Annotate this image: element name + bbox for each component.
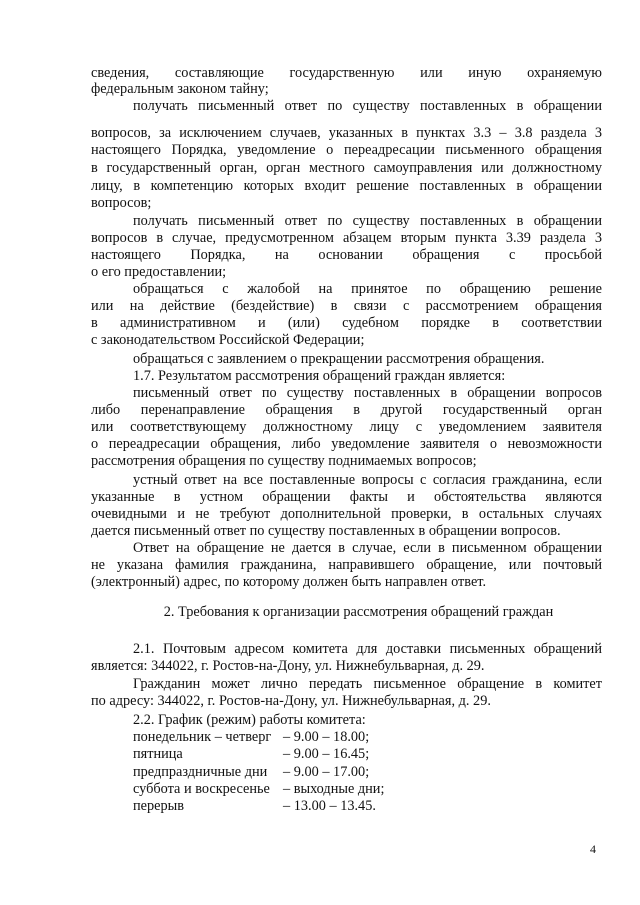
text-line: 1.7. Результатом рассмотрения обращений граждан является: <box>133 368 506 384</box>
text-line: вопросов в случае, предусмотренном абзацем вторым пункта 3.39 раздела 3 <box>91 230 602 246</box>
text-line: (электронный) адрес, по которому должен быть направлен ответ. <box>91 574 487 590</box>
schedule-day: суббота и воскресенье <box>133 781 270 797</box>
text-line: обращаться с заявлением о прекращении рассмотрения обращения. <box>133 351 545 367</box>
text-line: 2.2. График (режим) работы комитета: <box>133 712 366 728</box>
page-number: 4 <box>590 842 596 856</box>
text-line: получать письменный ответ по существу поставленных в обращении <box>133 213 602 229</box>
text-line: настоящего Порядка, на основании обращения с просьбой <box>91 247 602 263</box>
schedule-day: пятница <box>133 746 183 762</box>
text-line: обращаться с жалобой на принятое по обращению решение <box>133 281 602 297</box>
text-line: Гражданин может лично передать письменное обращение в комитет <box>133 676 602 692</box>
text-line: очевидными и не требуют дополнительной проверки, в остальных случаях <box>91 506 602 522</box>
text-line: получать письменный ответ по существу поставленных в обращении <box>133 98 602 114</box>
schedule-day: перерыв <box>133 798 184 814</box>
text-line: дается письменный ответ по существу поставленных в обращении вопросов. <box>91 523 561 539</box>
schedule-time: – 13.00 – 13.45. <box>283 798 376 814</box>
text-line: указанные в устном обращении факты и обстоятельства являются <box>91 489 602 505</box>
text-line: не указана фамилия гражданина, направившего обращение, или почтовый <box>91 557 602 573</box>
text-line: лицу, в компетенцию которых входит решение поставленных в обращении <box>91 178 602 194</box>
schedule-time: – 9.00 – 17.00; <box>283 764 370 780</box>
text-line: в административном и (или) судебном порядке в соответствии <box>91 315 602 331</box>
text-line: устный ответ на все поставленные вопросы с согласия гражданина, если <box>133 472 602 488</box>
schedule-day: предпраздничные дни <box>133 764 268 780</box>
text-line: с законодательством Российской Федерации; <box>91 332 365 348</box>
text-line: вопросов; <box>91 195 152 211</box>
text-line: вопросов, за исключением случаев, указанных в пунктах 3.3 – 3.8 раздела 3 <box>91 125 602 141</box>
schedule-time: – 9.00 – 16.45; <box>283 746 370 762</box>
schedule-time: – 9.00 – 18.00; <box>283 729 370 745</box>
text-line: рассмотрения обращения по существу поднимаемых вопросов; <box>91 453 477 469</box>
text-line: в государственный орган, орган местного самоуправления или должностному <box>91 160 602 176</box>
text-line: Ответ на обращение не дается в случае, если в письменном обращении <box>133 540 602 556</box>
text-line: является: 344022, г. Ростов-на-Дону, ул. Нижнебульварная, д. 29. <box>91 658 485 674</box>
schedule-time: – выходные дни; <box>283 781 385 797</box>
text-line: письменный ответ по существу поставленных в обращении вопросов <box>133 385 602 401</box>
text-line: сведения, составляющие государственную или иную охраняемую <box>91 65 602 81</box>
text-line: о переадресации обращения, либо уведомление заявителя о невозможности <box>91 436 602 452</box>
text-line: 2.1. Почтовым адресом комитета для доставки письменных обращений <box>133 641 602 657</box>
text-line: или на действие (бездействие) в связи с рассмотрением обращения <box>91 298 602 314</box>
section-heading: 2. Требования к организации рассмотрения обращений граждан <box>163 604 554 620</box>
text-line: или соответствующему должностному лицу с уведомлением заявителя <box>91 419 602 435</box>
text-line: по адресу: 344022, г. Ростов-на-Дону, ул. Нижнебульварная, д. 29. <box>91 693 491 709</box>
text-line: настоящего Порядка, уведомление о переадресации письменного обращения <box>91 142 602 158</box>
text-line: о его предоставлении; <box>91 264 227 280</box>
schedule-day: понедельник – четверг <box>133 729 272 745</box>
text-line: либо перенаправление обращения в другой государственный орган <box>91 402 602 418</box>
text-line: федеральным законом тайну; <box>91 81 269 97</box>
